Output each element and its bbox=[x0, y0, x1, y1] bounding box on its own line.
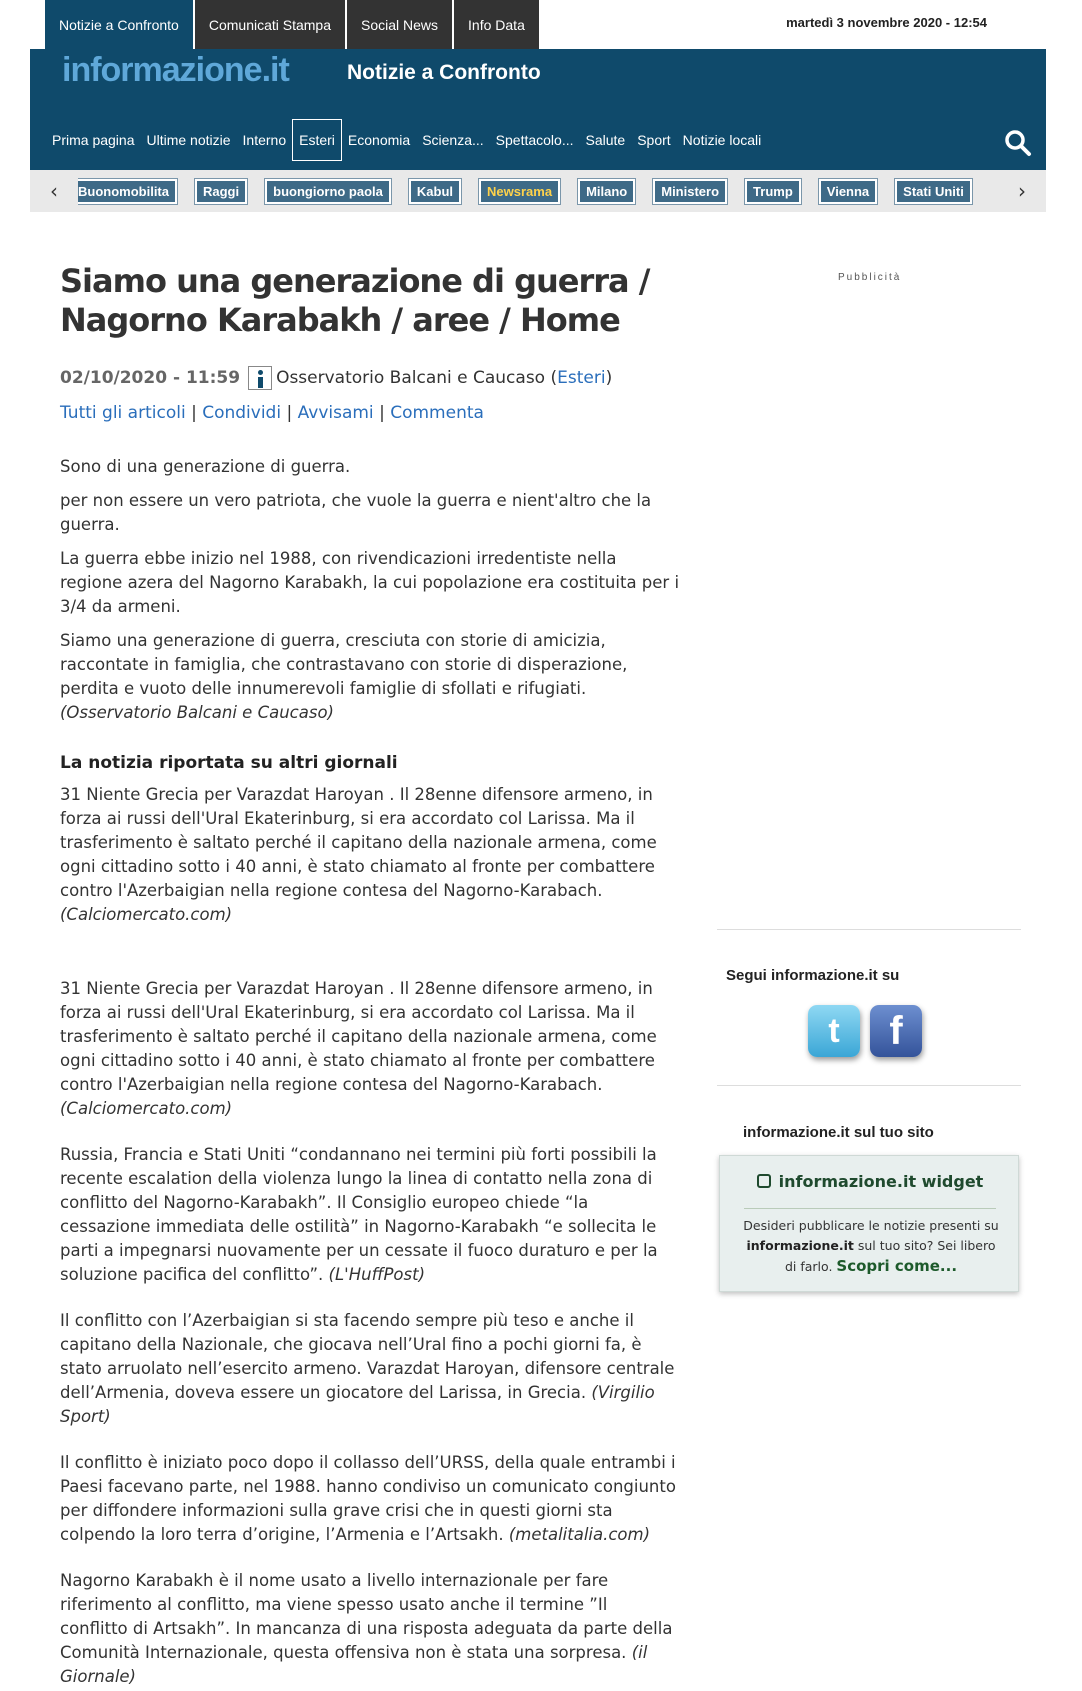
article-source: Osservatorio Balcani e Caucaso bbox=[276, 368, 546, 388]
press-list bbox=[60, 783, 680, 1689]
article-source-credit: (Osservatorio Balcani e Caucaso) bbox=[60, 703, 334, 722]
press-item: Il conflitto è iniziato poco dopo il collasso dell’URSS, della quale entrambi i Paesi facevano parte, nel 1988. hanno condiviso un comunicato congiunto per diffondere informazioni sulla grave crisi che in questi giorni sta colpendo la loro terra d’origine, l’Armenia e l’Artsakh. (metalitalia.com) bbox=[60, 1453, 676, 1544]
nav-salute[interactable]: Salute bbox=[585, 132, 626, 148]
nav-scienza[interactable]: Scienza... bbox=[422, 132, 484, 148]
external-link-icon bbox=[757, 1174, 771, 1188]
press-item: Il conflitto con l’Azerbaigian si sta facendo sempre più teso e anche il capitano della Nazionale, che giocava nell’Ural fino a pochi giorni fa, è stato arruolato nell’esercito armeno. Varazdat Haroyan, difensore centrale dell’Armenia, doveva essere un giocatore del Larissa, in Grecia. (Virgilio Sport) bbox=[60, 1311, 675, 1426]
tag-item[interactable]: Vienna bbox=[819, 179, 877, 204]
tab-notizie-a-confronto[interactable]: Notizie a Confronto bbox=[45, 0, 195, 49]
press-source[interactable]: (Virgilio Sport) bbox=[60, 1383, 655, 1426]
site-tagline: Notizie a Confronto bbox=[347, 61, 541, 84]
tag-item[interactable]: Milano bbox=[578, 179, 635, 204]
press-source[interactable]: (L'HuffPost) bbox=[328, 1265, 426, 1284]
top-tabs bbox=[45, 0, 541, 49]
article-meta: 02/10/2020 - 11:59 Osservatorio Balcani e Caucaso ( Esteri ) bbox=[60, 368, 613, 388]
tag-item[interactable]: Trump bbox=[745, 179, 801, 204]
article-paragraph: La guerra ebbe inizio nel 1988, con rivendicazioni irredentiste nella regione azera del Nagorno Karabakh, la cui popolazione era costituita per i 3/4 da armeni. bbox=[60, 549, 680, 616]
facebook-icon[interactable]: f bbox=[870, 1005, 922, 1057]
tag-item[interactable]: Kabul bbox=[409, 179, 461, 204]
site-header bbox=[30, 49, 1046, 170]
search-icon[interactable] bbox=[1004, 129, 1032, 157]
nav-esteri[interactable]: Esteri bbox=[292, 119, 342, 161]
main-nav bbox=[46, 119, 767, 161]
widget-promo-box bbox=[719, 1155, 1019, 1292]
site-logo[interactable]: informazione.it bbox=[62, 51, 289, 89]
tag-item[interactable]: Stati Uniti bbox=[895, 179, 972, 204]
tab-social-news[interactable]: Social News bbox=[347, 0, 454, 49]
top-bar bbox=[0, 0, 1082, 49]
share-link[interactable]: Condividi bbox=[202, 403, 282, 423]
article-actions: Tutti gli articoli | Condividi | Avvisami | Commenta bbox=[60, 403, 484, 423]
source-info-icon[interactable] bbox=[248, 366, 272, 390]
article-paragraph: per non essere un vero patriota, che vuole la guerra e nient'altro che la guerra. bbox=[60, 491, 652, 534]
current-datetime: martedì 3 novembre 2020 - 12:54 bbox=[786, 15, 987, 30]
follow-label: Segui informazione.it su bbox=[726, 967, 900, 984]
widget-cta-link[interactable]: Scopri come... bbox=[836, 1257, 958, 1275]
article-paragraph: Sono di una generazione di guerra. bbox=[60, 457, 351, 476]
nav-notizie-locali[interactable]: Notizie locali bbox=[682, 132, 762, 148]
tag-item[interactable]: Raggi bbox=[195, 179, 247, 204]
all-articles-link[interactable]: Tutti gli articoli bbox=[60, 403, 186, 423]
notify-link[interactable]: Avvisami bbox=[297, 403, 374, 423]
sidebar-divider bbox=[717, 1085, 1021, 1086]
press-source[interactable]: (il Giornale) bbox=[60, 1643, 648, 1686]
article-body bbox=[60, 455, 680, 1689]
tag-item[interactable]: Ministero bbox=[653, 179, 727, 204]
tab-comunicati-stampa[interactable]: Comunicati Stampa bbox=[195, 0, 347, 49]
comment-link[interactable]: Commenta bbox=[390, 403, 484, 423]
twitter-icon[interactable]: t bbox=[808, 1005, 860, 1057]
trending-tags-bar bbox=[30, 170, 1046, 212]
nav-economia[interactable]: Economia bbox=[347, 132, 411, 148]
press-source[interactable]: (metalitalia.com) bbox=[508, 1525, 651, 1544]
widget-divider bbox=[744, 1208, 996, 1209]
press-source[interactable]: (Calciomercato.com) bbox=[60, 905, 233, 924]
article-paragraph: Siamo una generazione di guerra, cresciuta con storie di amicizia, raccontate in famiglia, che contrastavano con storie di disperazione, perdita e vuoto delle innumerevoli famiglie di sfollati e rifugiati. (Osservatorio Balcani e Caucaso) bbox=[60, 631, 628, 722]
nav-ultime-notizie[interactable]: Ultime notizie bbox=[146, 132, 231, 148]
tag-item[interactable]: buongiorno paola bbox=[265, 179, 391, 204]
press-item: 31 Niente Grecia per Varazdat Haroyan . Il 28enne difensore armeno, in forza ai russi dell'Ural Ekaterinburg, si era accordato col Larissa. Ma il trasferimento è saltato perché il capitano della nazionale armena, come ogni cittadino sotto i 40 anni, è stato chiamato al fronte per combattere contro l'Azerbaigian nella regione contesa del Nagorno-Karabach. (Calciomercato.com) bbox=[60, 785, 657, 924]
tag-item[interactable]: Buonomobilita bbox=[78, 179, 177, 204]
article-date: 02/10/2020 - 11:59 bbox=[60, 368, 241, 388]
article-category-link[interactable]: Esteri bbox=[557, 368, 606, 388]
tags-scroll-right-icon[interactable]: › bbox=[1018, 179, 1026, 203]
article bbox=[60, 262, 680, 1691]
tag-item[interactable]: Newsrama bbox=[479, 179, 560, 204]
press-item: Nagorno Karabakh è il nome usato a livello internazionale per fare riferimento al conflitto, ma viene spesso usato anche il termine ”Il conflitto di Artsakh”. In mancanza di una risposta adeguata da parte della Comunità Internazionale, questa offensiva non è stata una sorpresa. (il Giornale) bbox=[60, 1571, 673, 1686]
tags-scroll-left-icon[interactable]: ‹ bbox=[50, 179, 58, 203]
nav-prima-pagina[interactable]: Prima pagina bbox=[52, 132, 135, 148]
nav-sport[interactable]: Sport bbox=[637, 132, 671, 148]
tab-info-data[interactable]: Info Data bbox=[454, 0, 541, 49]
press-item: Russia, Francia e Stati Uniti “condannano nei termini più forti possibili la recente escalation della violenza lungo la linea di contatto nella zona di conflitto del Nagorno-Karabakh”. Il Consiglio europeo chiede “la cessazione immediata delle ostilità” in Nagorno-Karabakh “e sollecita le parti a impegnarsi nuovamente per un cessate il fuoco duraturo e per la soluzione pacifica del conflitto”. (L'HuffPost) bbox=[60, 1145, 658, 1284]
sidebar-divider bbox=[717, 929, 1021, 930]
nav-interno[interactable]: Interno bbox=[242, 132, 287, 148]
tags-viewport bbox=[78, 170, 998, 212]
other-papers-heading: La notizia riportata su altri giornali bbox=[60, 753, 398, 773]
press-source[interactable]: (Calciomercato.com) bbox=[60, 1099, 233, 1118]
ad-label: Pubblicità bbox=[838, 272, 902, 283]
tags-list bbox=[78, 170, 998, 212]
widget-section-title: informazione.it sul tuo sito bbox=[743, 1124, 934, 1141]
press-item: 31 Niente Grecia per Varazdat Haroyan . Il 28enne difensore armeno, in forza ai russi dell'Ural Ekaterinburg, si era accordato col Larissa. Ma il trasferimento è saltato perché il capitano della nazionale armena, come ogni cittadino sotto i 40 anni, è stato chiamato al fronte per combattere contro l'Azerbaigian nella regione contesa del Nagorno-Karabach. (Calciomercato.com) bbox=[60, 979, 657, 1118]
article-title: Siamo una generazione di guerra / Nagorno Karabakh / aree / Home bbox=[60, 262, 650, 339]
nav-spettacolo[interactable]: Spettacolo... bbox=[495, 132, 574, 148]
widget-description: Desideri pubblicare le notizie presenti su informazione.it sul tuo sito? Sei libero di farlo. Scopri come... bbox=[743, 1218, 999, 1275]
widget-title[interactable]: informazione.it widget bbox=[720, 1172, 1020, 1191]
